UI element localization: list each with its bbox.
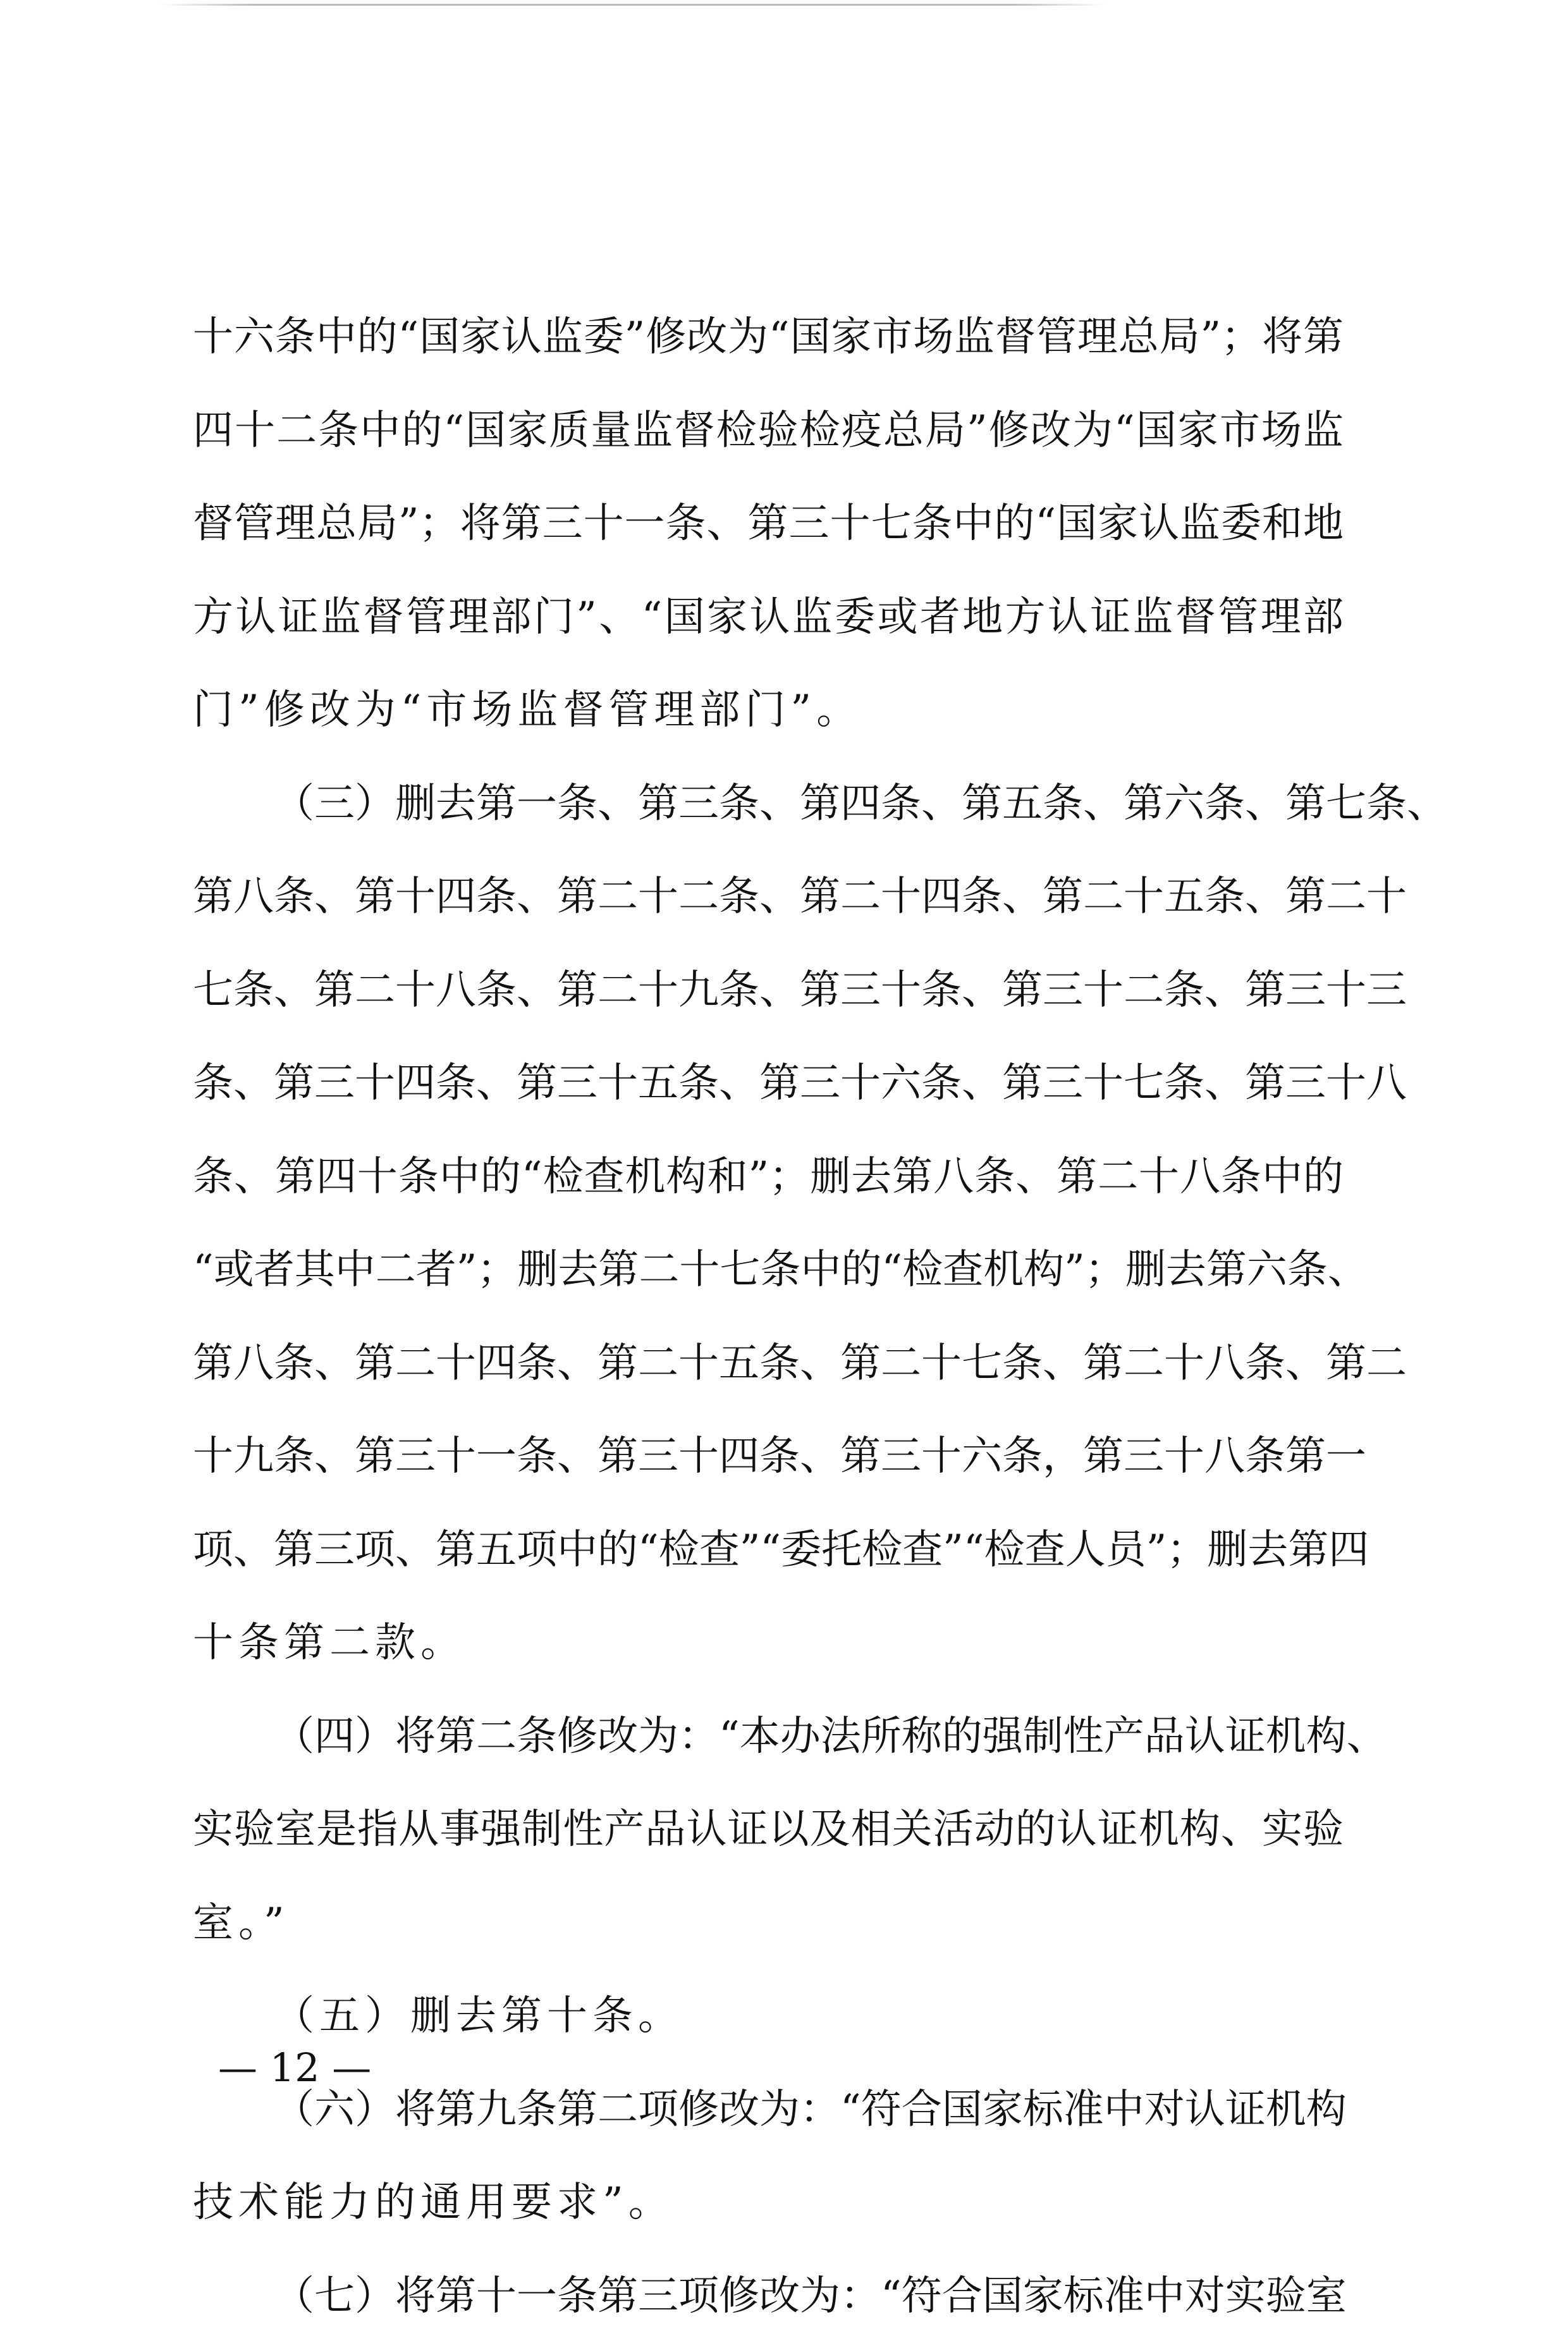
text-line-2: 四十二条中的“国家质量监督检验检疫总局”修改为“国家市场监 — [193, 384, 1344, 478]
text-line-1: 十六条中的“国家认监委”修改为“国家市场监督管理总局”；将第 — [193, 291, 1344, 384]
text-line-14: 项、第三项、第五项中的“检查”“委托检查”“检查人员”；删去第四 — [193, 1504, 1344, 1597]
text-line-3: 督管理总局”；将第三十一条、第三十七条中的“国家认监委和地 — [193, 477, 1344, 571]
text-line-11: “或者其中二者”；删去第二十七条中的“检查机构”；删去第六条、 — [193, 1224, 1344, 1317]
text-line-8: 七条、第二十八条、第二十九条、第三十条、第三十二条、第三十三 — [193, 944, 1344, 1038]
text-line-20: （六）将第九条第二项修改为：“符合国家标准中对认证机构 — [193, 2063, 1344, 2157]
text-line-15: 十条第二款。 — [193, 1597, 1344, 1690]
text-line-6: （三）删去第一条、第三条、第四条、第五条、第六条、第七条、 — [193, 758, 1344, 851]
text-line-19: （五）删去第十条。 — [193, 1970, 1344, 2063]
text-line-12: 第八条、第二十四条、第二十五条、第二十七条、第二十八条、第二 — [193, 1317, 1344, 1411]
text-line-22: （七）将第十一条第三项修改为：“符合国家标准中对实验室 — [193, 2250, 1344, 2343]
body-text — [193, 291, 1344, 2343]
text-line-17: 实验室是指从事强制性产品认证以及相关活动的认证机构、实验 — [193, 1783, 1344, 1877]
text-line-4: 方认证监督管理部门”、“国家认监委或者地方认证监督管理部 — [193, 571, 1344, 665]
text-line-9: 条、第三十四条、第三十五条、第三十六条、第三十七条、第三十八 — [193, 1037, 1344, 1131]
text-line-13: 十九条、第三十一条、第三十四条、第三十六条，第三十八条第一 — [193, 1410, 1344, 1504]
text-line-21: 技术能力的通用要求”。 — [193, 2156, 1344, 2250]
text-line-16: （四）将第二条修改为：“本办法所称的强制性产品认证机构、 — [193, 1690, 1344, 1784]
text-line-10: 条、第四十条中的“检查机构和”；删去第八条、第二十八条中的 — [193, 1131, 1344, 1224]
scan-edge-line — [158, 4, 1106, 6]
text-line-18: 室。” — [193, 1877, 1344, 1971]
page-number: — 12 — — [218, 2043, 371, 2093]
text-line-7: 第八条、第十四条、第二十二条、第二十四条、第二十五条、第二十 — [193, 851, 1344, 944]
text-line-5: 门”修改为“市场监督管理部门”。 — [193, 664, 1344, 758]
